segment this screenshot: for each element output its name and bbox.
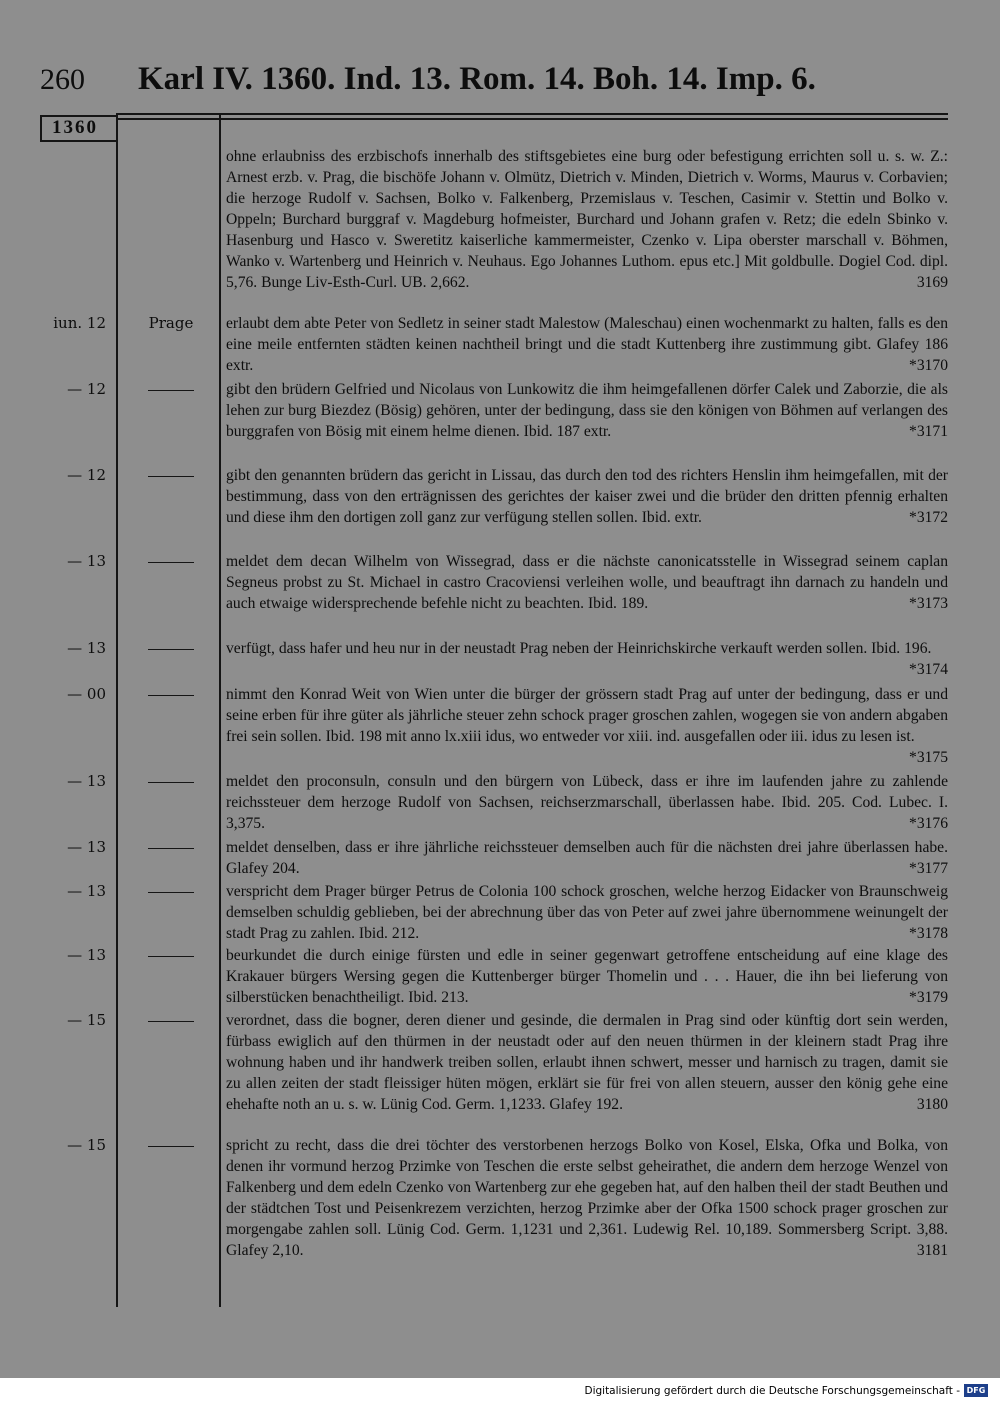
regest-text: beurkundet die durch einige fürsten und edle in seiner gegenwart getroffene entscheidung auf eine klage des Krakauer bürgers Wersing gegen die Kuttenberger bürger Thomelin und . . . Hauer, die ihn bei lieferung von silberstücken benachtheiligt. Ibid. 213. [226, 947, 948, 1006]
regest-number: *3178 [909, 925, 948, 942]
regest-number: *3179 [909, 989, 948, 1006]
entry-place [123, 379, 219, 399]
entry-date: — 15 [67, 1136, 106, 1154]
regest-entry [226, 146, 948, 293]
regest-entry [226, 1010, 948, 1115]
entry-place [123, 638, 219, 658]
ditto-dash [148, 390, 194, 391]
entry-place [123, 684, 219, 704]
year-box-bottom [40, 140, 118, 142]
footer [584, 1384, 988, 1397]
entry-place [123, 551, 219, 571]
regest-number: *3175 [909, 749, 948, 766]
dfg-logo-icon: DFG [964, 1384, 988, 1397]
entry-date: iun. 12 [53, 314, 106, 332]
regest-number: *3176 [909, 815, 948, 832]
ditto-dash [148, 782, 194, 783]
entry-place [123, 1135, 219, 1155]
ditto-dash [148, 848, 194, 849]
entry-place [123, 771, 219, 791]
regest-text: erlaubt dem abte Peter von Sedletz in seiner stadt Malestow (Maleschau) einen wochenmarkt zu halten, falls es den eine meile entfernten städten keinen nachtheil bringt und die stadt Kuttenberg ihre zustimmung gibt. Glafey 186 extr. [226, 315, 948, 374]
ditto-dash [148, 1146, 194, 1147]
regest-number: *3173 [909, 595, 948, 612]
regest-number: *3172 [909, 509, 948, 526]
regest-text: meldet denselben, dass er ihre jährliche reichssteuer demselben auch für die nächsten drei jahre überlassen habe. Glafey 204. [226, 839, 948, 877]
entry-place: Prage [148, 314, 194, 332]
entry-date: — 12 [67, 380, 106, 398]
entry-date: — 13 [67, 946, 106, 964]
entry-date: — 00 [67, 685, 106, 703]
entry-date: — 12 [67, 466, 106, 484]
entry-place [123, 945, 219, 965]
entry-date: — 13 [67, 639, 106, 657]
regest-number: 3181 [916, 1242, 948, 1259]
ditto-dash [148, 892, 194, 893]
regest-text: verfügt, dass hafer und heu nur in der neustadt Prag neben der Heinrichskirche verkauft werden sollen. Ibid. 196. [226, 640, 932, 657]
ditto-dash [148, 695, 194, 696]
ditto-dash [148, 649, 194, 650]
ditto-dash [148, 956, 194, 957]
regest-text: meldet den proconsuln, consuln und den bürgern von Lübeck, dass er ihre im laufenden jahre zu zahlende reichssteuer dem herzoge Rudolf von Sachsen, reichserzmarschall, überlassen habe. Ibid. 205. Cod. Lubec. I. 3,375. [226, 773, 948, 832]
regest-entry [226, 313, 948, 376]
entry-place [123, 465, 219, 485]
page-number: 260 [40, 63, 85, 96]
year-box-top [40, 115, 118, 117]
regest-entry [226, 684, 948, 768]
regest-text: verspricht dem Prager bürger Petrus de Colonia 100 schock groschen, welche herzog Eidacker von Braunschweig demselben schuldig geblieben, bei der abrechnung über das von Peter auf zwei jahre übernommene weinungelt der stadt Prag zu zahlen. Ibid. 212. [226, 883, 948, 942]
regest-text: meldet dem decan Wilhelm von Wissegrad, dass er die nächste canonicatsstelle in Wissegrad seinem caplan Segneus probst zu St. Michael in castro Cracoviensi verleihen wolle, und beauftragt ihn darnach zu handeln und auch etwaige widersprechende befehle nicht zu beachten. Ibid. 189. [226, 553, 948, 612]
regest-text: gibt den genannten brüdern das gericht in Lissau, das durch den tod des richters Henslin ihm heimgefallen, mit der bestimmung, dass von den erträgnissen des gerichtes der kaiser zwei und die brüder den dritten pfennig erhalten und diese ihm den dortigen zoll ganz zur verfügung stellen sollen. Ibid. extr. [226, 467, 948, 526]
regest-entry [226, 638, 948, 680]
regest-text: ohne erlaubniss des erzbischofs innerhalb des stiftsgebietes eine burg oder befestigung errichten soll u. s. w. Z.: Arnest erzb. v. Prag, die bischöfe Johann v. Olmütz, Dietrich v. Minden, Dietrich v. Worms, Maurus v. Corbavien; die herzoge Rudolf v. Sachsen, Bolko v. Falkenberg, Przemislaus v. Teschen, Casimir v. Stettin und Bolko v. Oppeln; Burchard burggraf v. Magdeburg hofmeister, Burchard und Johann grafen v. Retz; die edeln Sbinko v. Hasenburg und Hasco v. Sweretitz kaiserliche kammermeister, Czenko v. Lipa oberster marschall v. Böhmen, Wanko v. Wartenberg und Heinrich v. Neuhaus. Ego Johannes Luthom. epus etc.] Mit goldbulle. Dogiel Cod. dipl. 5,76. Bunge Liv-Esth-Curl. UB. 2,662. [226, 148, 948, 291]
regest-number: 3180 [916, 1096, 948, 1113]
regest-entry [226, 837, 948, 879]
entry-date: — 13 [67, 772, 106, 790]
entry-place [123, 837, 219, 857]
header-rule-top [116, 113, 948, 115]
entry-place [123, 1010, 219, 1030]
regest-entry [226, 551, 948, 614]
column-rule-place [219, 115, 221, 1307]
regest-number: *3170 [909, 357, 948, 374]
regest-number: *3174 [909, 661, 948, 678]
funding-credit: Digitalisierung gefördert durch die Deutsche Forschungsgemeinschaft - [584, 1384, 960, 1397]
entry-date: — 15 [67, 1011, 106, 1029]
regest-text: verordnet, dass die bogner, deren diener und gesinde, die dermalen in Prag sind oder künftig dort sein werden, fürbass ewiglich auf den thürmen in der neustadt oder auf den neuen thürmen in der kleinern stadt Prag ihre wohnung haben und ihr handwerk treiben sollen, erlaubt ihnen schwert, messer und harnisch zu tragen, damit sie zu allen zeiten der stadt fleissiger hüten mögen, erklärt sie für frei von allen steuern, ausser den könig gehe eine ehehafte noth an u. s. w. Lünig Cod. Germ. 1,1233. Glafey 192. [226, 1012, 948, 1113]
ditto-dash [148, 562, 194, 563]
year-box-left [40, 115, 42, 142]
regest-number: *3177 [909, 860, 948, 877]
entry-place [123, 881, 219, 901]
regest-number: *3171 [909, 423, 948, 440]
running-title: Karl IV. 1360. Ind. 13. Rom. 14. Boh. 14. Imp. 6. [138, 61, 816, 97]
regest-entry [226, 465, 948, 528]
header-rule-bottom [116, 118, 948, 120]
regest-text: gibt den brüdern Gelfried und Nicolaus von Lunkowitz die ihm heimgefallenen dörfer Calek und Zaborzie, die als lehen zur burg Biezdez (Bösig) gehören, unter der bedingung, dass sie den königen von Böhmen auf verlangen des burggrafen von Bösig mit einem helme dienen. Ibid. 187 extr. [226, 381, 948, 440]
regest-entry [226, 1135, 948, 1261]
column-rule-date [116, 115, 118, 1307]
regest-text: spricht zu recht, dass die drei töchter des verstorbenen herzogs Bolko von Kosel, Elska, Ofka und Bolka, von denen ihr vormund herzog Przimke von Teschen die erste selbst geheirathet, die andern dem herzoge Wenzel von Falkenberg und dem edeln Czenko von Wartenberg zur ehe gegeben hat, auf den halben theil der stadt Beuthen und der städtchen Tost und Peisenkrezem verzichten, herzog Przimke aber der Ofka 1500 schock prager groschen zur morgengabe zahlen soll. Lünig Cod. Germ. 1,1231 und 2,361. Ludewig Rel. 10,189. Sommersberg Script. 3,88. Glafey 2,10. [226, 1137, 948, 1259]
entry-date: — 13 [67, 838, 106, 856]
entry-date: — 13 [67, 552, 106, 570]
ditto-dash [148, 1021, 194, 1022]
year-label: 1360 [52, 117, 98, 138]
regest-entry [226, 379, 948, 442]
regest-entry [226, 771, 948, 834]
regest-number: 3169 [916, 274, 948, 291]
entry-date: — 13 [67, 882, 106, 900]
regest-entry [226, 881, 948, 944]
regest-entry [226, 945, 948, 1008]
ditto-dash [148, 476, 194, 477]
regest-text: nimmt den Konrad Weit von Wien unter die bürger der grössern stadt Prag auf unter der bedingung, dass er und seine erben für ihre güter als jährliche steuer zehn schock prager groschen zahlen, wogegen sie von andern abgaben frei sein sollen. Ibid. 198 mit anno lx.xiii idus, wo entweder vor xiii. ind. ausgefallen oder iii. idus zu lesen ist. [226, 686, 948, 745]
